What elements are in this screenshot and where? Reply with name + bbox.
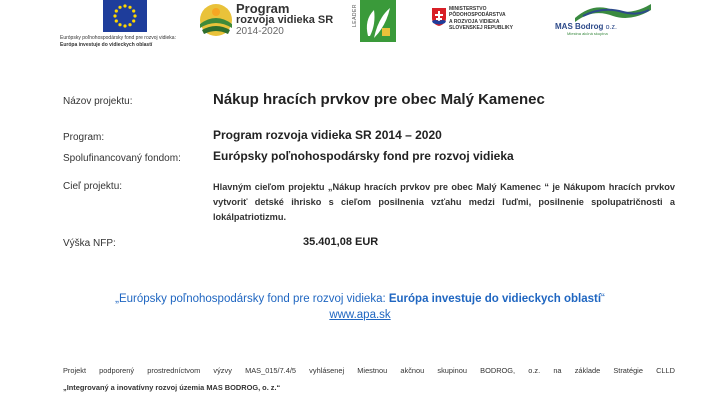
mas-bodrog-logo: [555, 0, 675, 44]
ministry-line-1: MINISTERSTVO: [449, 6, 487, 12]
eu-logo: [60, 0, 175, 58]
ministry-line-2: PÔDOHOSPODÁRSTVA: [449, 12, 506, 19]
eu-flag: [103, 0, 147, 32]
mas-subtitle: Miestna akčná skupina: [567, 31, 608, 36]
mas-bodrog-emblem-icon: [573, 0, 653, 22]
project-name-value: Nákup hracích prvkov pre obec Malý Kamenec: [213, 91, 545, 108]
fund-value: Európsky poľnohospodársky fond pre rozvoj vidieka: [213, 149, 514, 163]
mas-name-main: MAS Bodrog: [555, 22, 604, 31]
eu-caption-slogan: Európa investuje do vidieckych oblastí: [60, 42, 153, 48]
leader-label: LEADER: [352, 4, 358, 28]
label-goal: Cieľ projektu:: [63, 181, 123, 192]
slogan-fund-text: „Európsky poľnohospodársky fond pre rozvoj vidieka:: [115, 293, 389, 305]
logo-bar: [0, 0, 720, 62]
eu-caption-fund: Európsky poľnohospodársky fond pre rozvoj vidieka:: [60, 35, 176, 41]
label-fund: Spolufinancovaný fondom:: [63, 153, 181, 164]
apa-link[interactable]: www.apa.sk: [329, 309, 391, 321]
ministry-line-4: SLOVENSKEJ REPUBLIKY: [449, 24, 513, 31]
leader-logo: [352, 0, 397, 44]
mas-bodrog-name: [555, 22, 617, 31]
ministry-logo: [432, 6, 542, 44]
leader-emblem-icon: [360, 0, 396, 42]
slovak-coat-of-arms-icon: [432, 8, 446, 26]
prv-title-rozvoja: rozvoja vidieka SR: [236, 14, 334, 26]
label-program: Program:: [63, 132, 105, 143]
footer-support-text: Projekt podporený prostredníctvom výzvy MAS_015/7.4/5 vyhlásenej Miestnou akčnou skupinou BODROG, o.z. na základe Stratégie CLLD: [63, 366, 675, 375]
eu-stars-icon: [103, 0, 147, 32]
eafrd-slogan: [0, 291, 720, 323]
nfp-value: 35.401,08 EUR: [303, 236, 379, 248]
ministry-line-3: A ROZVOJA VIDIEKA: [449, 18, 500, 25]
prv-logo: [198, 0, 334, 44]
slogan-closing-quote: “: [601, 293, 605, 305]
program-value: Program rozvoja vidieka SR 2014 – 2020: [213, 128, 442, 142]
label-project-name: Názov projektu:: [63, 96, 133, 107]
label-nfp: Výška NFP:: [63, 238, 116, 249]
slogan-invest-text: Európa investuje do vidieckych oblastí: [388, 293, 602, 305]
goal-value: Hlavným cieľom projektu „Nákup hracích prvkov pre obec Malý Kamenec “ je Nákupom hracích prvkov vytvoriť detské ihrisko s cieľom posilnenia vzťahu medzi ľuďmi, posilnenie spolupatričnosti a lokálpatriotizmu.: [213, 182, 675, 222]
prv-title-program: Program: [236, 1, 290, 16]
prv-emblem-icon: [198, 2, 234, 42]
ministry-name: [449, 6, 513, 31]
footer-strategy-title: „Integrovaný a inovatívny rozvoj územia MAS BODROG, o. z.“: [63, 383, 281, 392]
prv-years: 2014-2020: [236, 26, 284, 37]
mas-name-suffix: o.z.: [605, 24, 617, 31]
